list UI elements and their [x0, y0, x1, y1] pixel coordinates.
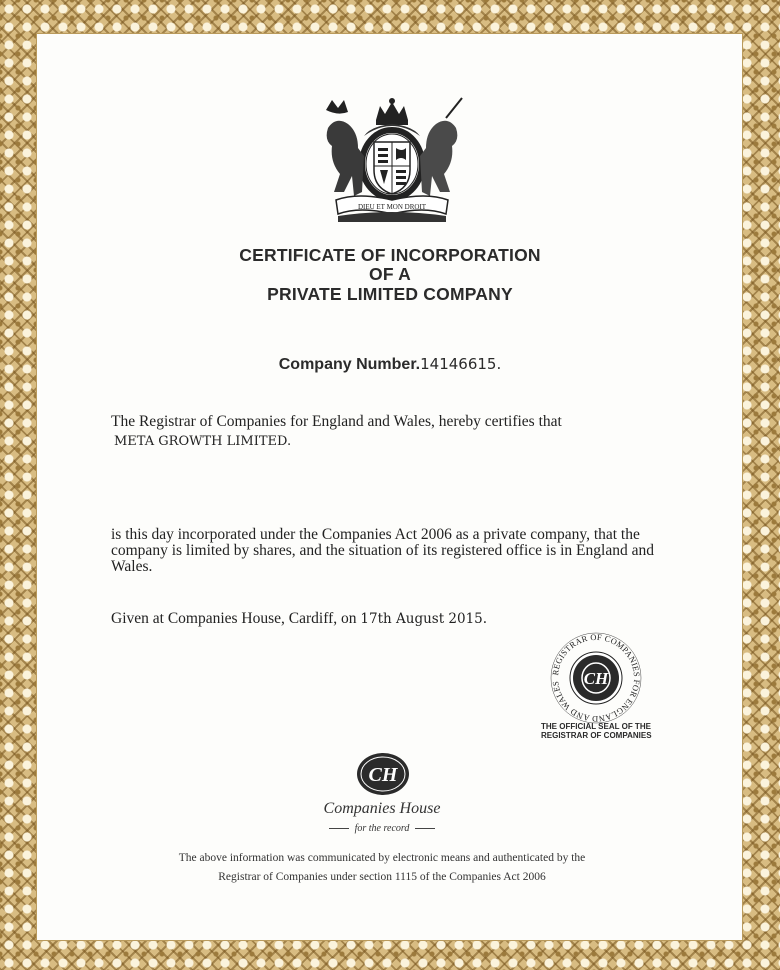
certifies-paragraph: The Registrar of Companies for England and Wales, hereby certifies that: [111, 413, 562, 430]
ch-logo-monogram: CH: [368, 764, 398, 786]
seal-ring-text: REGISTRAR OF COMPANIES FOR ENGLAND AND WALES: [551, 632, 642, 724]
royal-coat-of-arms-icon: [318, 96, 466, 222]
company-number-label: Company Number.: [278, 356, 421, 373]
given-at-line: [111, 611, 671, 627]
seal-monogram: CH: [583, 669, 609, 688]
footer-line-1: The above information was communicated by electronic means and authenticated by the: [178, 852, 586, 864]
certificate-title-line-3: PRIVATE LIMITED COMPANY: [267, 284, 513, 304]
motto-text: DIEU ET MON DROIT: [357, 203, 427, 211]
company-number-line: [0, 355, 780, 374]
certificate-title-line-2: OF A: [369, 264, 411, 284]
company-name: META GROWTH LIMITED.: [114, 434, 292, 449]
given-at-text: Given at Companies House, Cardiff, on: [111, 610, 357, 627]
certificate-title-line-1: CERTIFICATE OF INCORPORATION: [239, 245, 541, 265]
incorporation-paragraph: is this day incorporated under the Companies Act 2006 as a private company, that the company is limited by shares, and the situation of its registered office is in England and Wales.: [111, 526, 654, 575]
companies-house-name: Companies House: [323, 800, 441, 817]
seal-caption-line-2: REGISTRAR OF COMPANIES: [541, 731, 652, 740]
seal-caption: [541, 722, 671, 740]
official-seal-icon: [546, 628, 646, 728]
footer-line-2: Registrar of Companies under section 1115 of the Companies Act 2006: [218, 871, 546, 883]
companies-house-tagline-row: [0, 823, 764, 834]
seal-caption-line-1: THE OFFICIAL SEAL OF THE: [541, 722, 651, 731]
incorporation-date: 17th August 2015.: [360, 611, 488, 627]
company-number-value: 14146615.: [420, 355, 502, 373]
companies-house-logo-icon: [355, 752, 411, 796]
companies-house-tagline: for the record: [354, 823, 410, 834]
